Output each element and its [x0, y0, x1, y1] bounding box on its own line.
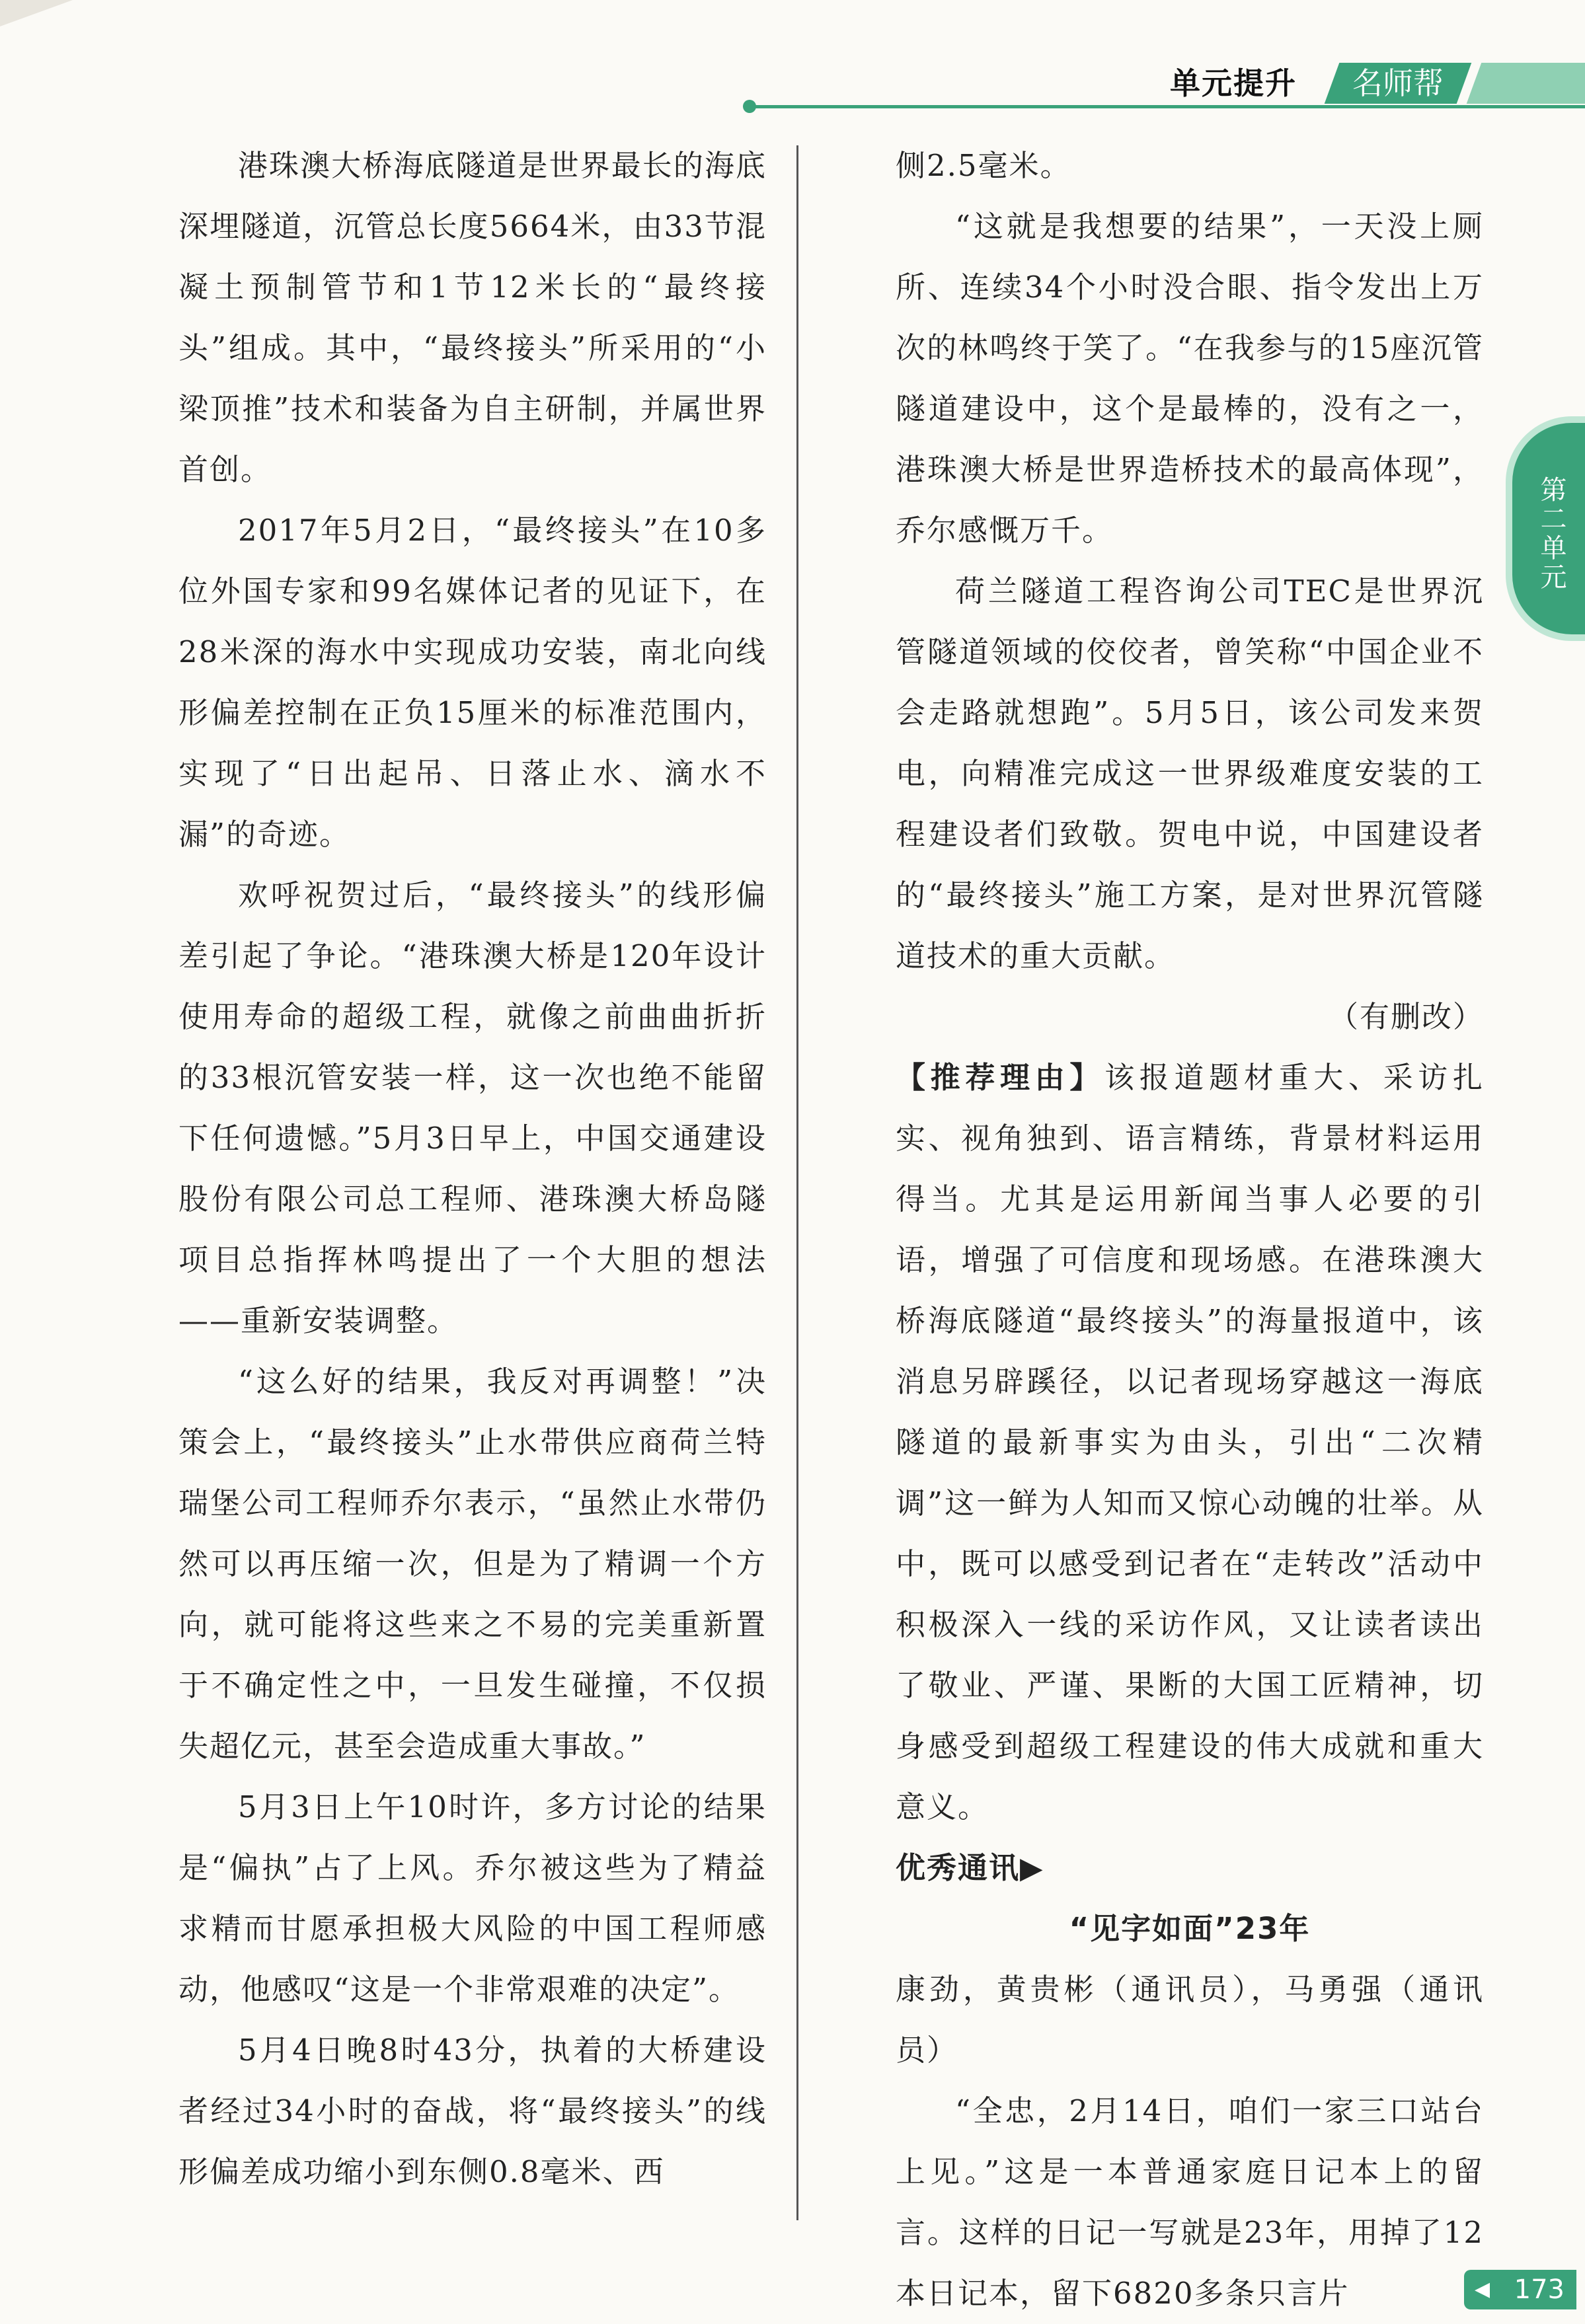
page-number: 173 — [1514, 2274, 1565, 2305]
article-authors: 康劲，黄贵彬（通讯员），马勇强（通讯员） — [896, 1972, 1484, 2068]
left-paragraph-6: 5月4日晚8时43分，执着的大桥建设者经过34小时的奋战，将“最终接头”的线形偏差成功缩小到东侧0.8毫米、西 — [178, 2033, 767, 2189]
page-corner-fold — [0, 0, 73, 26]
right-paragraph-2: 荷兰隧道工程咨询公司TEC是世界沉管隧道领域的佼佼者，曾笑称“中国企业不会走路就想跑”。5月5日，该公司发来贺电，向精准完成这一世界级难度安装的工程建设者们致敬。贺电中说，中国建设者的“最终接头”施工方案，是对世界沉管隧道技术的重大贡献。 — [896, 574, 1484, 973]
header-tag — [1325, 63, 1472, 104]
right-paragraph-1: “这就是我想要的结果”，一天没上厕所、连续34个小时没合眼、指令发出上万次的林鸣终于笑了。“在我参与的15座沉管隧道建设中，这个是最棒的，没有之一，港珠澳大桥是世界造桥技术的最高体现”，乔尔感慨万千。 — [896, 209, 1484, 548]
page-number-badge — [1464, 2270, 1576, 2309]
page-header — [714, 63, 1585, 112]
unit-side-tab-label: 第二单元 — [1536, 476, 1566, 592]
article-start: “全忠，2月14日，咱们一家三口站台上见。”这是一本普通家庭日记本上的留言。这样的日记一写就是23年，用掉了12本日记本，留下6820多条只言片 — [896, 2093, 1484, 2311]
arrow-left-icon: ◀ — [1475, 2278, 1490, 2301]
recommend-reason-text: 该报道题材重大、采访扎实、视角独到、语言精练，背景材料运用得当。尤其是运用新闻当事人必要的引语，增强了可信度和现场感。在港珠澳大桥海底隧道“最终接头”的海量报道中，该消息另辟蹊径，以记者现场穿越这一海底隧道的最新事实为由头，引出“二次精调”这一鲜为人知而又惊心动魄的壮举。从中，既可以感受到记者在“走转改”活动中积极深入一线的采访作风，又让读者读出了敬业、严谨、果断的大国工匠精神，切身感受到超级工程建设的伟大成就和重大意义。 — [896, 1060, 1484, 1824]
left-paragraph-5: 5月3日上午10时许，多方讨论的结果是“偏执”占了上风。乔尔被这些为了精益求精而甘愿承担极大风险的中国工程师感动，他感叹“这是一个非常艰难的决定”。 — [178, 1789, 767, 2007]
header-tag-accent — [1467, 63, 1585, 104]
left-paragraph-3: 欢呼祝贺过后，“最终接头”的线形偏差引起了争论。“港珠澳大桥是120年设计使用寿命的超级工程，就像之前曲曲折折的33根沉管安装一样，这一次也绝不能留下任何遗憾。”5月3日早上，中国交通建设股份有限公司总工程师、港珠澳大桥岛隧项目总指挥林鸣提出了一个大胆的想法——重新安装调整。 — [178, 878, 767, 1338]
article-title: “见字如面”23年 — [1069, 1911, 1311, 1946]
recommend-reason — [896, 1047, 1484, 1838]
recommend-reason-label: 【推荐理由】 — [896, 1060, 1105, 1095]
left-paragraph-2: 2017年5月2日，“最终接头”在10多位外国专家和99名媒体记者的见证下，在28米深的海水中实现成功安装，南北向线形偏差控制在正负15厘米的标准范围内，实现了“日出起吊、日落止水、滴水不漏”的奇迹。 — [178, 513, 767, 852]
header-rule — [754, 105, 1585, 108]
left-column — [178, 135, 767, 2202]
section-label: 优秀通讯▶ — [896, 1850, 1044, 1885]
edited-note: （有删改） — [1328, 999, 1484, 1034]
header-title: 单元提升 — [1170, 65, 1297, 101]
header-tag-label: 名师帮 — [1352, 65, 1444, 101]
unit-side-tab — [1512, 423, 1585, 634]
column-divider — [796, 145, 798, 2220]
right-continuation: 侧2.5毫米。 — [896, 148, 1071, 183]
left-paragraph-1: 港珠澳大桥海底隧道是世界最长的海底深埋隧道，沉管总长度5664米，由33节混凝土预制管节和1节12米长的“最终接头”组成。其中，“最终接头”所采用的“小梁顶推”技术和装备为自主研制，并属世界首创。 — [178, 148, 767, 487]
right-column — [896, 135, 1484, 2324]
left-paragraph-4: “这么好的结果，我反对再调整！”决策会上，“最终接头”止水带供应商荷兰特瑞堡公司工程师乔尔表示，“虽然止水带仍然可以再压缩一次，但是为了精调一个方向，就可能将这些来之不易的完美重新置于不确定性之中，一旦发生碰撞，不仅损失超亿元，甚至会造成重大事故。” — [178, 1364, 767, 1764]
